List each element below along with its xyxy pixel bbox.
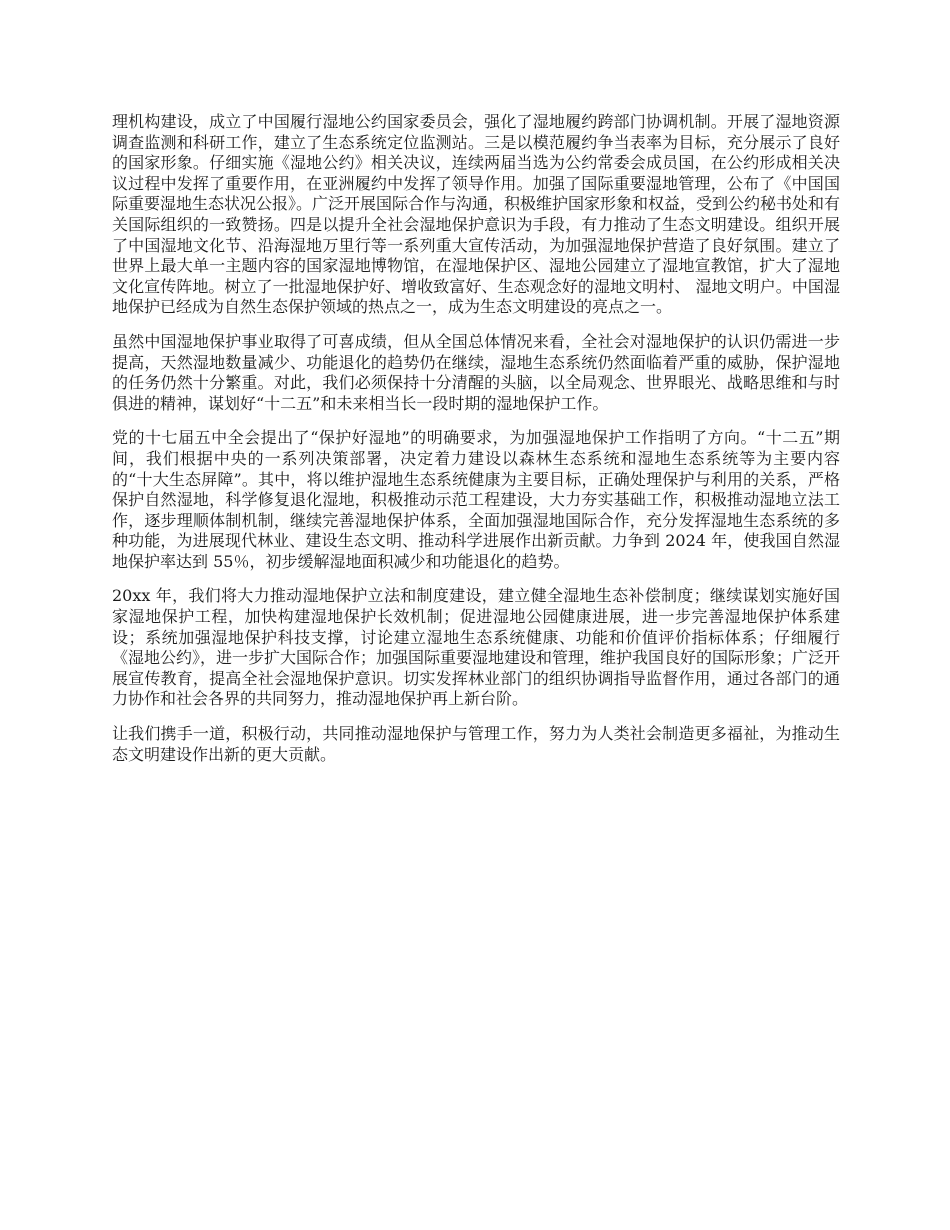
document-page xyxy=(112,112,840,779)
paragraph-5: 让我们携手一道，积极行动，共同推动湿地保护与管理工作，努力为人类社会制造更多福祉，为推动生态文明建设作出新的更大贡献。 xyxy=(112,724,840,764)
paragraph-1: 理机构建设，成立了中国履行湿地公约国家委员会，强化了湿地履约跨部门协调机制。开展了湿地资源调查监测和科研工作，建立了生态系统定位监测站。三是以模范履约争当表率为目标，充分展示了良好的国家形象。仔细实施《湿地公约》相关决议，连续两届当选为公约常委会成员国，在公约形成相关决议过程中发挥了重要作用，在亚洲履约中发挥了领导作用。加强了国际重要湿地管理，公布了《中国国际重要湿地生态状况公报》。广泛开展国际合作与沟通，积极维护国家形象和权益，受到公约秘书处和有关国际组织的一致赞扬。四是以提升全社会湿地保护意识为手段，有力推动了生态文明建设。组织开展了中国湿地文化节、沿海湿地万里行等一系列重大宣传活动，为加强湿地保护营造了良好氛围。建立了世界上最大单一主题内容的国家湿地博物馆，在湿地保护区、湿地公园建立了湿地宣教馆，扩大了湿地文化宣传阵地。树立了一批湿地保护好、增收致富好、生态观念好的湿地文明村、 湿地文明户。中国湿地保护已经成为自然生态保护领域的热点之一，成为生态文明建设的亮点之一。 xyxy=(112,112,841,317)
paragraph-2: 虽然中国湿地保护事业取得了可喜成绩，但从全国总体情况来看，全社会对湿地保护的认识仍需进一步提高，天然湿地数量减少、功能退化的趋势仍在继续，湿地生态系统仍然面临着严重的威胁，保护湿地的任务仍然十分繁重。对此，我们必须保持十分清醒的头脑，以全局观念、世界眼光、战略思维和与时俱进的精神，谋划好“十二五”和未来相当长一段时期的湿地保护工作。 xyxy=(112,331,840,413)
paragraph-4: 20xx 年，我们将大力推动湿地保护立法和制度建设，建立健全湿地生态补偿制度；继续谋划实施好国家湿地保护工程，加快构建湿地保护长效机制；促进湿地公园健康进展，进一步完善湿地保护体系建设；系统加强湿地保护科技支撑，讨论建立湿地生态系统健康、功能和价值评价指标体系；仔细履行《湿地公约》，进一步扩大国际合作；加强国际重要湿地建设和管理，维护我国良好的国际形象；广泛开展宣传教育，提高全社会湿地保护意识。切实发挥林业部门的组织协调指导监督作用，通过各部门的通力协作和社会各界的共同努力，推动湿地保护再上新台阶。 xyxy=(112,586,841,709)
paragraph-3: 党的十七届五中全会提出了“保护好湿地”的明确要求，为加强湿地保护工作指明了方向。“十二五”期间，我们根据中央的一系列决策部署，决定着力建设以森林生态系统和湿地生态系统等为主要内容的“十大生态屏障”。其中，将以维护湿地生态系统健康为主要目标，正确处理保护与利用的关系，严格保护自然湿地，科学修复退化湿地，积极推动示范工程建设，大力夯实基础工作，积极推动湿地立法工作，逐步理顺体制机制，继续完善湿地保护体系，全面加强湿地国际合作，充分发挥湿地生态系统的多种功能，为进展现代林业、建设生态文明、推动科学进展作出新贡献。力争到 2024 年，使我国自然湿地保护率达到 55％，初步缓解湿地面积减少和功能退化的趋势。 xyxy=(112,428,840,571)
